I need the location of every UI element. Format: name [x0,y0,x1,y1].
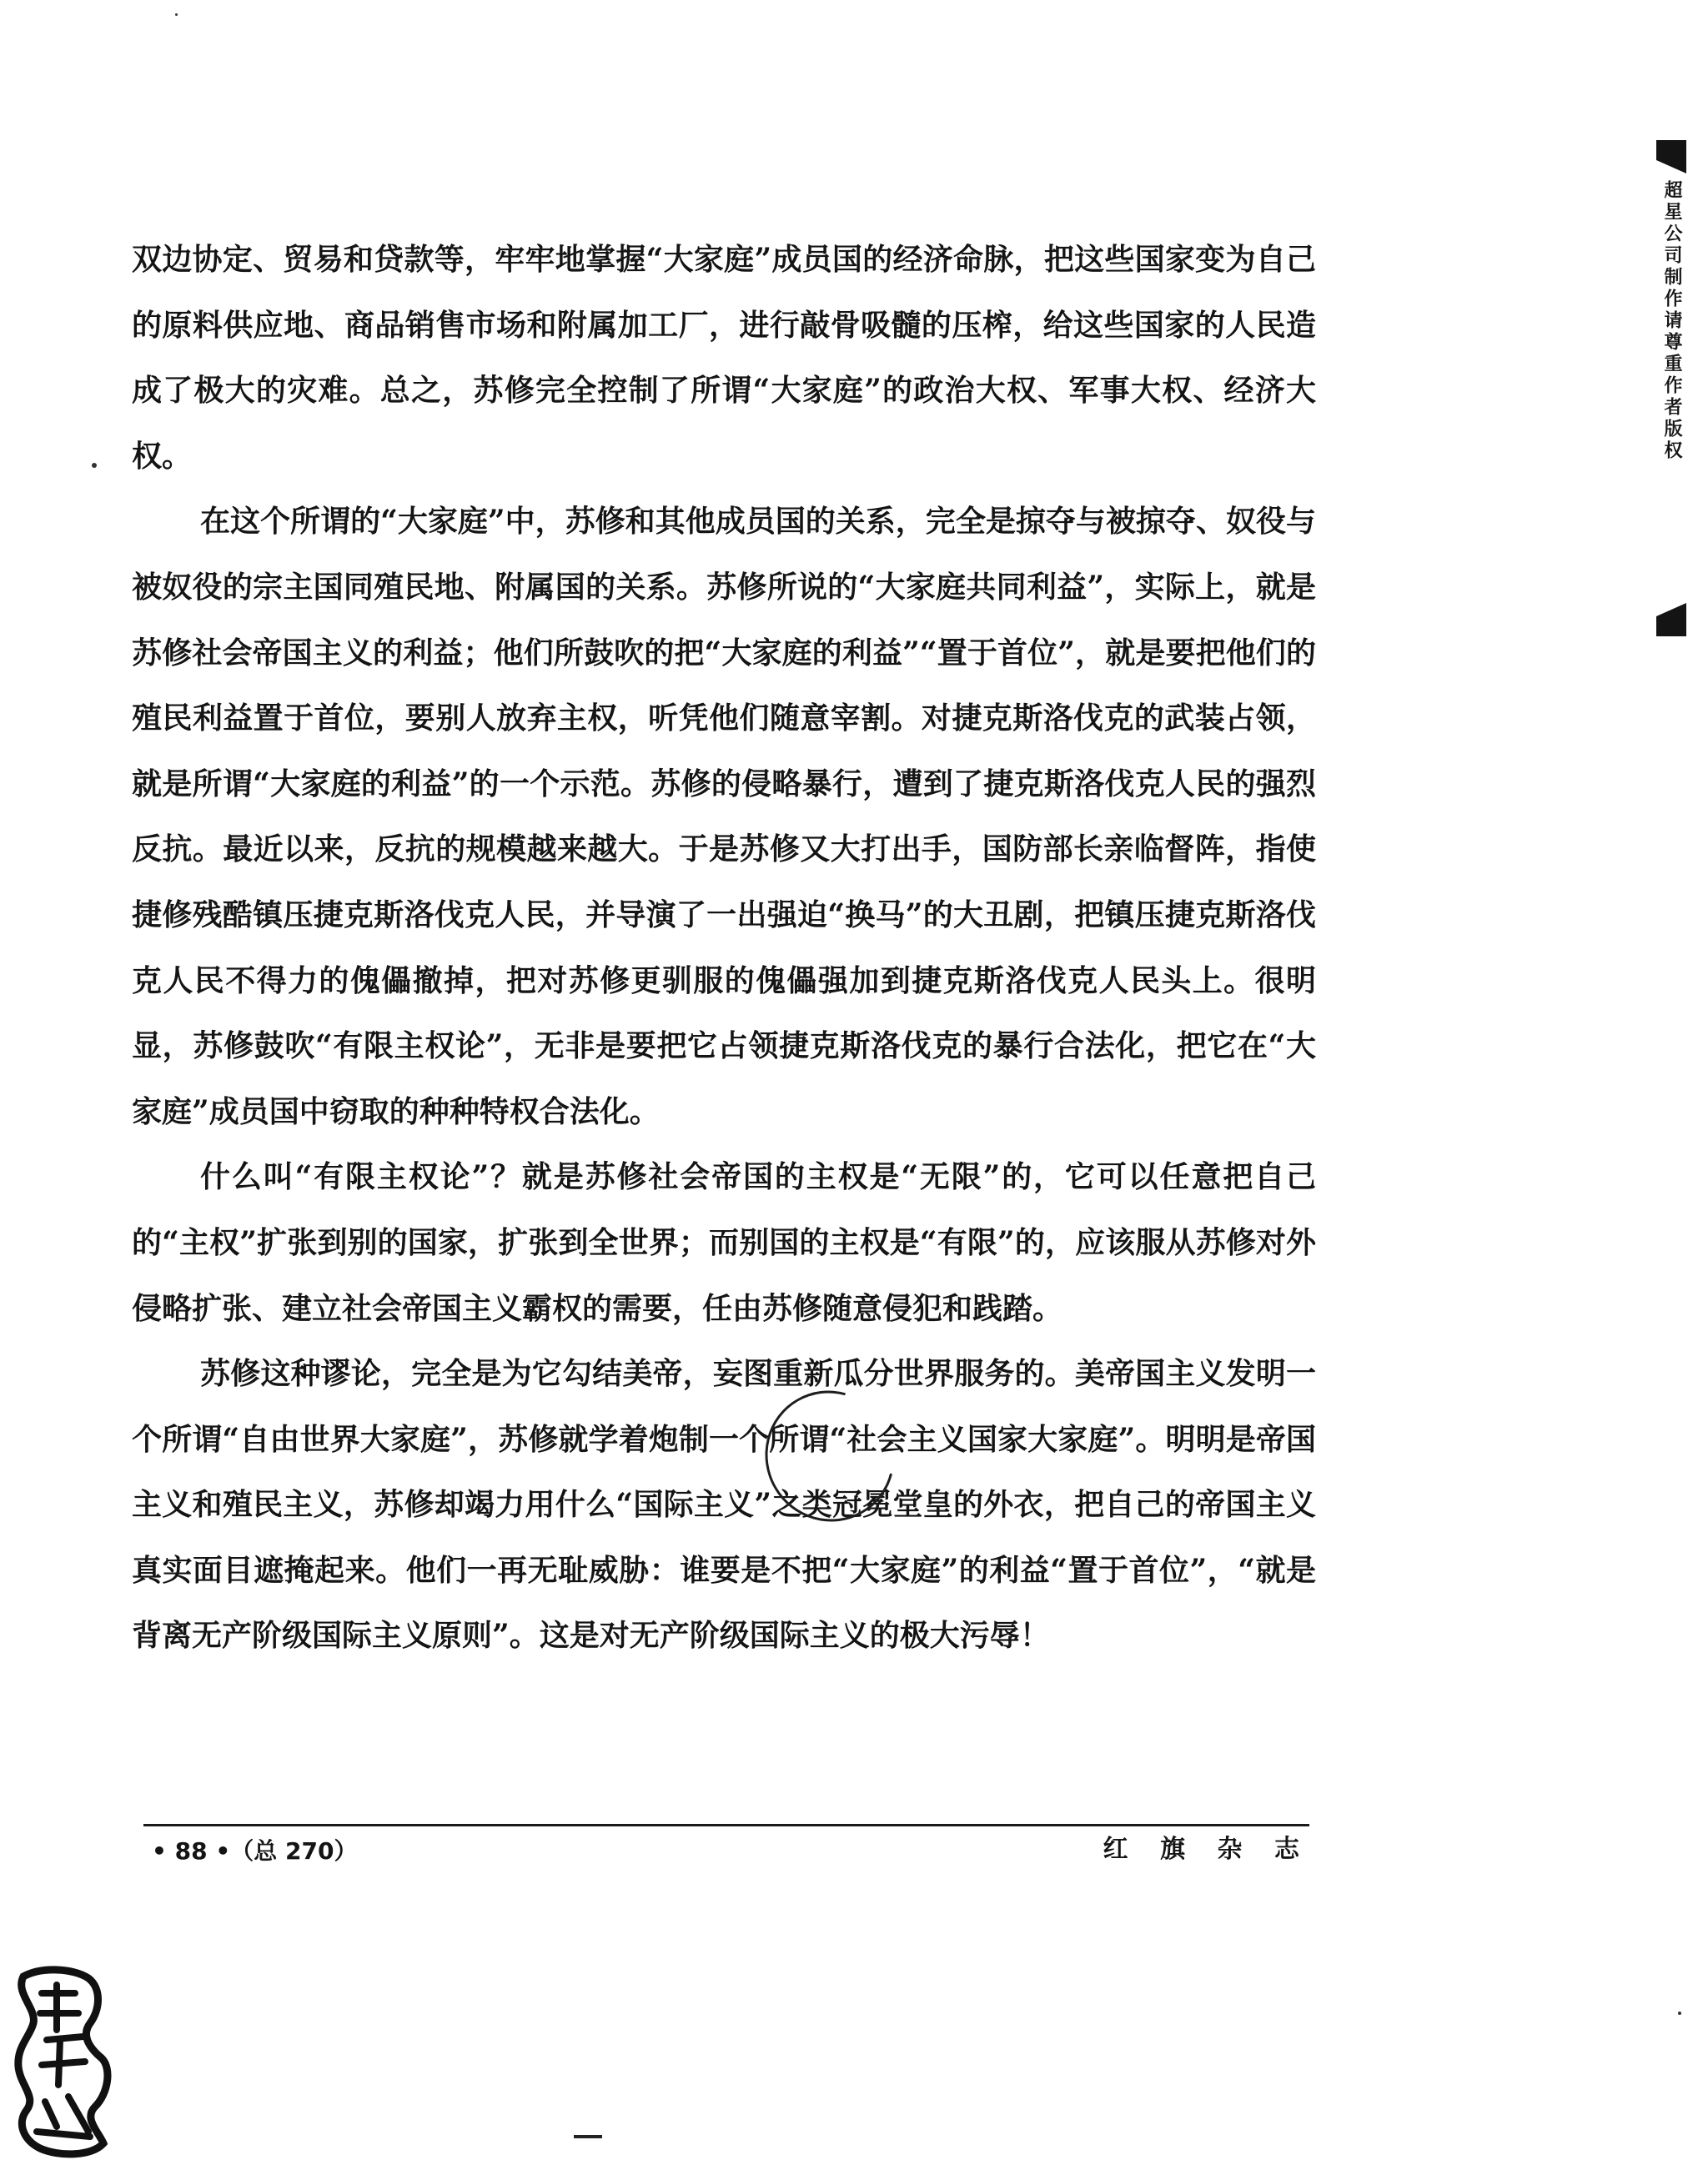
footer-rule [143,1824,1309,1826]
paragraph-2: 在这个所谓的“大家庭”中，苏修和其他成员国的关系，完全是掠夺与被掠夺、奴役与被奴役的宗主国同殖民地、附属国的关系。苏修所说的“大家庭共同利益”，实际上，就是苏修社会帝国主义的利益；他们所鼓吹的把“大家庭的利益”“置于首位”，就是要把他们的殖民利益置于首位，要别人放弃主权，听凭他们随意宰割。对捷克斯洛伐克的武装占领，就是所谓“大家庭的利益”的一个示范。苏修的侵略暴行，遭到了捷克斯洛伐克人民的强烈反抗。最近以来，反抗的规模越来越大。于是苏修又大打出手，国防部长亲临督阵，指使捷修残酷镇压捷克斯洛伐克人民，并导演了一出强迫“换马”的大丑剧，把镇压捷克斯洛伐克人民不得力的傀儡撤掉，把对苏修更驯服的傀儡强加到捷克斯洛伐克人民头上。很明显，苏修鼓吹“有限主权论”，无非是要把它占领捷克斯洛伐克的暴行合法化，把它在“大家庭”成员国中窃取的种种特权合法化。 [132,504,1316,1129]
scan-speck [1678,2012,1681,2015]
watermark-text: 超星公司制作请尊重作者版权 [1661,180,1682,462]
seal-stamp-icon [8,1960,133,2160]
watermark-bar-bottom [1656,603,1686,636]
scan-speck [92,463,97,468]
journal-name: 红 旗 杂 志 [1103,1835,1311,1864]
scan-mark [574,2135,602,2138]
paragraph-1: 双边协定、贸易和贷款等，牢牢地掌握“大家庭”成员国的经济命脉，把这些国家变为自己的原料供应地、商品销售市场和附属加工厂，进行敲骨吸髓的压榨，给这些国家的人民造成了极大的灾难。总之，苏修完全控制了所谓“大家庭”的政治大权、军事大权、经济大权。 [132,242,1316,474]
page-number: • 88 •（总 270） [152,1837,358,1865]
body-text [132,227,1316,1669]
paragraph-4: 苏修这种谬论，完全是为它勾结美帝，妄图重新瓜分世界服务的。美帝国主义发明一个所谓“自由世界大家庭”，苏修就学着炮制一个所谓“社会主义国家大家庭”。明明是帝国主义和殖民主义，苏修却竭力用什么“国际主义”之类冠冕堂皇的外衣，把自己的帝国主义真实面目遮掩起来。他们一再无耻威胁：谁要是不把“大家庭”的利益“置于首位”，“就是背离无产阶级国际主义原则”。这是对无产阶级国际主义的极大污辱！ [132,1356,1316,1654]
scan-speck [175,13,178,16]
watermark-bar-top [1656,140,1686,173]
copyright-watermark [1655,140,1688,636]
paragraph-3: 什么叫“有限主权论”？就是苏修社会帝国的主权是“无限”的，它可以任意把自己的“主权”扩张到别的国家，扩张到全世界；而别国的主权是“有限”的，应该服从苏修对外侵略扩张、建立社会帝国主义霸权的需要，任由苏修随意侵犯和践踏。 [132,1159,1316,1326]
